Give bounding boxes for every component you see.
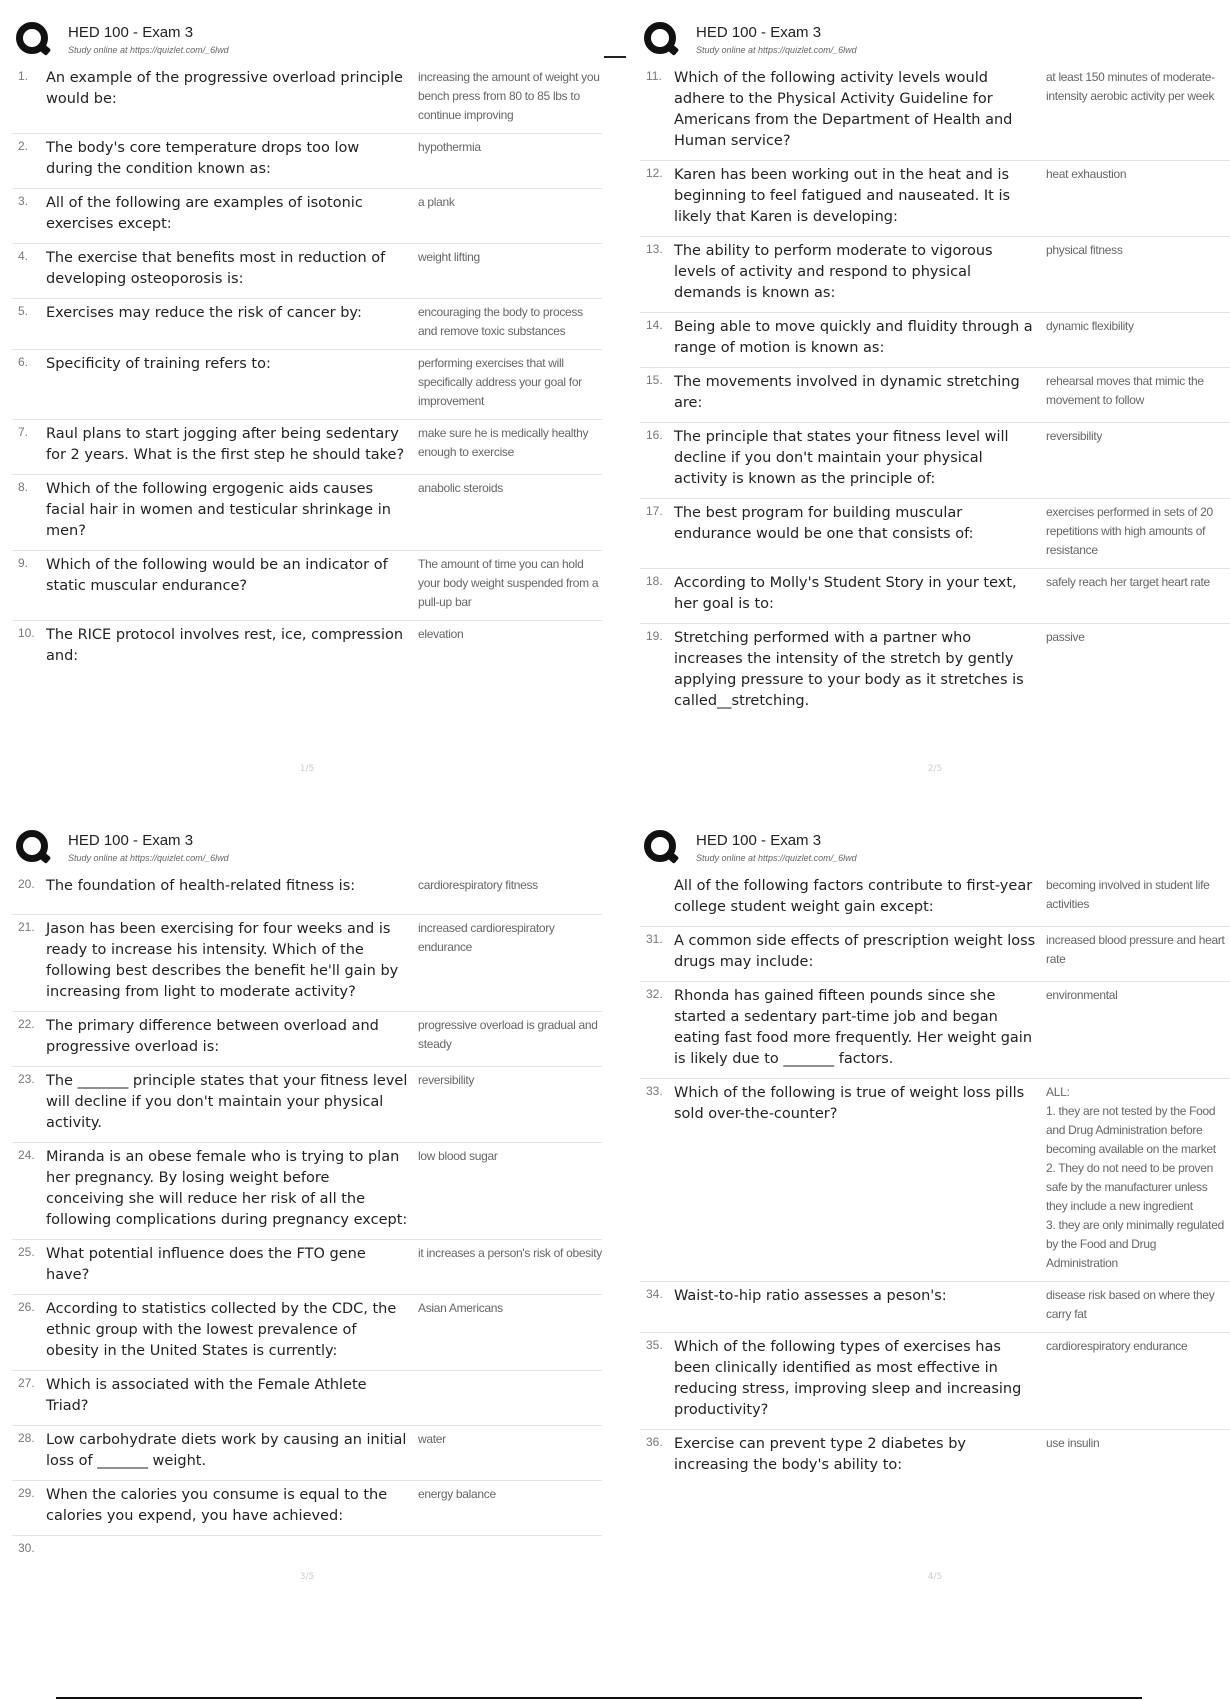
question-text: All of the following factors contribute to first-year college student weight gain except: <box>674 878 1033 915</box>
question-row <box>12 189 602 244</box>
answer-text: a plank <box>418 195 455 209</box>
page-title: HED 100 - Exam 3 <box>68 832 194 849</box>
question-text: An example of the progressive overload principle would be: <box>46 70 403 107</box>
question-text: The body's core temperature drops too low during the condition known as: <box>46 140 360 177</box>
question-text: Karen has been working out in the heat and is beginning to feel fatigued and nauseated. It is likely that Karen is developing: <box>674 167 1011 225</box>
question-text: Being able to move quickly and fluidity through a range of motion is known as: <box>674 319 1033 356</box>
question-text: Which of the following would be an indicator of static muscular endurance? <box>46 557 388 594</box>
question-text: The _______ principle states that your fitness level will decline if you don't maintain your physical activity. <box>46 1073 408 1131</box>
question-row <box>12 1426 602 1481</box>
question-number: 25. <box>18 1245 35 1259</box>
answer-text: elevation <box>418 627 464 641</box>
question-number: 30. <box>18 1541 35 1555</box>
question-row <box>12 915 602 1012</box>
page-number: 4/5 <box>927 1572 943 1582</box>
page-header <box>12 14 602 64</box>
question-row <box>640 1079 1230 1282</box>
question-row <box>12 420 602 475</box>
question-text: Exercises may reduce the risk of cancer by: <box>46 305 362 321</box>
question-row <box>640 1430 1230 1484</box>
answer-text: physical fitness <box>1046 243 1123 257</box>
question-number: 2. <box>18 139 29 153</box>
question-number: 12. <box>646 166 663 180</box>
question-number: 31. <box>646 932 663 946</box>
separator-dash <box>604 56 626 58</box>
answer-text: energy balance <box>418 1487 496 1501</box>
answer-text: passive <box>1046 630 1085 644</box>
question-number: 11. <box>646 69 662 83</box>
question-number: 16. <box>646 428 663 442</box>
answer-text: encouraging the body to process and remove toxic substances <box>418 305 583 338</box>
question-text: The ability to perform moderate to vigorous levels of activity and respond to physical demands is known as: <box>674 243 993 301</box>
question-text: When the calories you consume is equal to the calories you expend, you have achieved: <box>46 1487 388 1524</box>
question-row <box>12 134 602 189</box>
question-number: 7. <box>18 425 29 439</box>
question-text: The movements involved in dynamic stretching are: <box>674 374 1020 411</box>
flashcard-page <box>12 14 602 774</box>
question-text: Exercise can prevent type 2 diabetes by increasing the body's ability to: <box>674 1436 966 1473</box>
page-header <box>12 822 602 872</box>
question-text: Which is associated with the Female Athlete Triad? <box>46 1377 367 1414</box>
question-row <box>12 1481 602 1536</box>
question-text: Jason has been exercising for four weeks and is ready to increase his intensity. Which of the following best describes the benefit he'll gain by increasing from light to moderate activity? <box>46 921 399 1000</box>
page-title: HED 100 - Exam 3 <box>696 24 822 41</box>
question-number: 19. <box>646 629 663 643</box>
answer-text: increasing the amount of weight you bench press from 80 to 85 lbs to continue improving <box>418 70 600 122</box>
question-text: Which of the following types of exercises has been clinically identified as most effective in reducing stress, improving sleep and increasing productivity? <box>674 1339 1022 1418</box>
question-number: 27. <box>18 1376 35 1390</box>
question-row <box>640 237 1230 313</box>
answer-text: dynamic flexibility <box>1046 319 1134 333</box>
answer-text: anabolic steroids <box>418 481 503 495</box>
question-row <box>12 64 602 134</box>
question-number: 6. <box>18 355 29 369</box>
question-text: The primary difference between overload and progressive overload is: <box>46 1018 379 1055</box>
study-online-link[interactable]: Study online at https://quizlet.com/_6lwd <box>68 45 229 55</box>
question-number: 21. <box>18 920 35 934</box>
question-row <box>640 499 1230 569</box>
answer-text: cardiorespiratory fitness <box>418 878 538 892</box>
question-row <box>640 927 1230 982</box>
question-number: 10. <box>18 626 35 640</box>
page-number: 1/5 <box>299 764 315 774</box>
question-number: 28. <box>18 1431 35 1445</box>
question-text <box>46 1540 418 1570</box>
question-row <box>12 1371 602 1426</box>
question-text: Rhonda has gained fifteen pounds since she started a sedentary part-time job and began eating fast food more frequently. Her weight gain is likely due to _______ factors. <box>674 988 1033 1067</box>
bottom-rule <box>56 1697 1142 1699</box>
question-row <box>640 64 1230 161</box>
question-text: Raul plans to start jogging after being sedentary for 2 years. What is the first step he should take? <box>46 426 405 463</box>
question-row <box>640 982 1230 1079</box>
question-text: Which of the following activity levels would adhere to the Physical Activity Guideline for Americans from the Department of Health and Human service? <box>674 70 1013 149</box>
question-row <box>12 621 602 675</box>
answer-text: increased blood pressure and heart rate <box>1046 933 1225 966</box>
question-text: Miranda is an obese female who is trying to plan her pregnancy. By losing weight before conceiving she will reduce her risk of all the following complications during pregnancy except: <box>46 1149 408 1228</box>
question-text: According to statistics collected by the CDC, the ethnic group with the lowest prevalence of obesity in the United States is currently: <box>46 1301 397 1359</box>
page-number: 2/5 <box>927 764 943 774</box>
question-row <box>12 551 602 621</box>
answer-text: The amount of time you can hold your body weight suspended from a pull-up bar <box>418 557 599 609</box>
question-row <box>12 475 602 551</box>
study-online-link[interactable]: Study online at https://quizlet.com/_6lwd <box>696 45 857 55</box>
question-number <box>640 876 674 918</box>
answer-text: weight lifting <box>418 250 480 264</box>
question-number: 13. <box>646 242 663 256</box>
answer-text <box>418 1375 602 1417</box>
question-row <box>640 423 1230 499</box>
answer-text: make sure he is medically healthy enough to exercise <box>418 426 589 459</box>
question-row <box>12 1012 602 1067</box>
question-text: What potential influence does the FTO gene have? <box>46 1246 366 1283</box>
question-number: 23. <box>18 1072 35 1086</box>
question-row <box>12 350 602 420</box>
answer-text: performing exercises that will specifically address your goal for improvement <box>418 356 582 408</box>
question-text: Waist-to-hip ratio assesses a peson's: <box>674 1288 947 1304</box>
answer-text: environmental <box>1046 988 1118 1002</box>
question-text: According to Molly's Student Story in your text, her goal is to: <box>674 575 1017 612</box>
question-row <box>640 872 1230 927</box>
question-text: Specificity of training refers to: <box>46 356 271 372</box>
question-number: 4. <box>18 249 29 263</box>
question-text: Which of the following ergogenic aids causes facial hair in women and testicular shrinkage in men? <box>46 481 391 539</box>
question-row <box>12 299 602 350</box>
quizlet-logo-icon <box>16 830 48 862</box>
question-row <box>640 1333 1230 1430</box>
question-number: 36. <box>646 1435 663 1449</box>
answer-text: at least 150 minutes of moderate-intensity aerobic activity per week <box>1046 70 1215 103</box>
question-text: All of the following are examples of isotonic exercises except: <box>46 195 363 232</box>
answer-text: exercises performed in sets of 20 repetitions with high amounts of resistance <box>1046 505 1213 557</box>
quizlet-logo-icon <box>644 830 676 862</box>
question-text: The RICE protocol involves rest, ice, compression and: <box>46 627 404 664</box>
answer-text: ALL: 1. they are not tested by the Food and Drug Administration before becoming available on the market 2. They do not need to be proven safe by the manufacturer unless they include a new ingredient 3. they are only minimally regulated by the Food and Drug Administration <box>1046 1085 1224 1270</box>
page-title: HED 100 - Exam 3 <box>68 24 194 41</box>
answer-text: hypothermia <box>418 140 481 154</box>
question-row <box>12 1067 602 1143</box>
question-text: The principle that states your fitness level will decline if you don't maintain your physical activity is known as the principle of: <box>674 429 1009 487</box>
answer-text: progressive overload is gradual and steady <box>418 1018 598 1051</box>
page-title: HED 100 - Exam 3 <box>696 832 822 849</box>
answer-text: Asian Americans <box>418 1301 503 1315</box>
question-row <box>640 1282 1230 1333</box>
answer-text: increased cardiorespiratory endurance <box>418 921 555 954</box>
question-row <box>12 872 602 915</box>
question-row <box>640 313 1230 368</box>
question-text: The exercise that benefits most in reduction of developing osteoporosis is: <box>46 250 386 287</box>
question-number: 5. <box>18 304 29 318</box>
answer-text: heat exhaustion <box>1046 167 1127 181</box>
question-number: 1. <box>18 69 29 83</box>
study-online-link[interactable]: Study online at https://quizlet.com/_6lwd <box>696 853 857 863</box>
page-number: 3/5 <box>299 1572 315 1582</box>
question-row <box>12 1143 602 1240</box>
question-number: 24. <box>18 1148 35 1162</box>
question-text: Stretching performed with a partner who increases the intensity of the stretch by gently applying pressure to your body as it stretches is called__stretching. <box>674 630 1024 709</box>
question-number: 32. <box>646 987 663 1001</box>
question-number: 35. <box>646 1338 663 1352</box>
study-online-link[interactable]: Study online at https://quizlet.com/_6lwd <box>68 853 229 863</box>
question-text: A common side effects of prescription weight loss drugs may include: <box>674 933 1036 970</box>
question-number: 14. <box>646 318 663 332</box>
question-row <box>12 244 602 299</box>
question-number: 22. <box>18 1017 35 1031</box>
answer-text: rehearsal moves that mimic the movement to follow <box>1046 374 1204 407</box>
question-number: 33. <box>646 1084 663 1098</box>
flashcard-page <box>12 822 602 1582</box>
question-text: The best program for building muscular endurance would be one that consists of: <box>674 505 974 542</box>
answer-text: water <box>418 1432 446 1446</box>
answer-text: safely reach her target heart rate <box>1046 575 1210 589</box>
question-number: 20. <box>18 877 35 891</box>
question-number: 3. <box>18 194 29 208</box>
question-number: 9. <box>18 556 29 570</box>
question-number: 26. <box>18 1300 35 1314</box>
answer-text: reversibility <box>1046 429 1103 443</box>
answer-text: reversibility <box>418 1073 475 1087</box>
question-text: The foundation of health-related fitness is: <box>46 878 356 894</box>
answer-text: becoming involved in student life activities <box>1046 878 1210 911</box>
question-text: Low carbohydrate diets work by causing an initial loss of _______ weight. <box>46 1432 407 1469</box>
question-row <box>12 1295 602 1371</box>
answer-text: low blood sugar <box>418 1149 498 1163</box>
flashcard-page <box>640 14 1230 774</box>
quizlet-logo-icon <box>16 22 48 54</box>
question-row <box>640 368 1230 423</box>
question-list <box>12 64 602 675</box>
answer-text: it increases a person's risk of obesity <box>418 1246 603 1260</box>
page-header <box>640 14 1230 64</box>
answer-text: use insulin <box>1046 1436 1100 1450</box>
question-text: Which of the following is true of weight loss pills sold over-the-counter? <box>674 1085 1025 1122</box>
question-row <box>640 624 1230 720</box>
answer-text: disease risk based on where they carry fat <box>1046 1288 1215 1321</box>
page-header <box>640 822 1230 872</box>
answer-text: cardiorespiratory endurance <box>1046 1339 1188 1353</box>
question-number: 18. <box>646 574 663 588</box>
question-list <box>640 64 1230 720</box>
question-list <box>12 872 602 1578</box>
question-number: 34. <box>646 1287 663 1301</box>
answer-text <box>418 1540 602 1570</box>
question-number: 17. <box>646 504 663 518</box>
question-list <box>640 872 1230 1484</box>
flashcard-page <box>640 822 1230 1582</box>
question-number: 8. <box>18 480 29 494</box>
quizlet-logo-icon <box>644 22 676 54</box>
question-row <box>12 1240 602 1295</box>
question-row <box>640 161 1230 237</box>
question-number: 15. <box>646 373 663 387</box>
question-number: 29. <box>18 1486 35 1500</box>
question-row <box>640 569 1230 624</box>
